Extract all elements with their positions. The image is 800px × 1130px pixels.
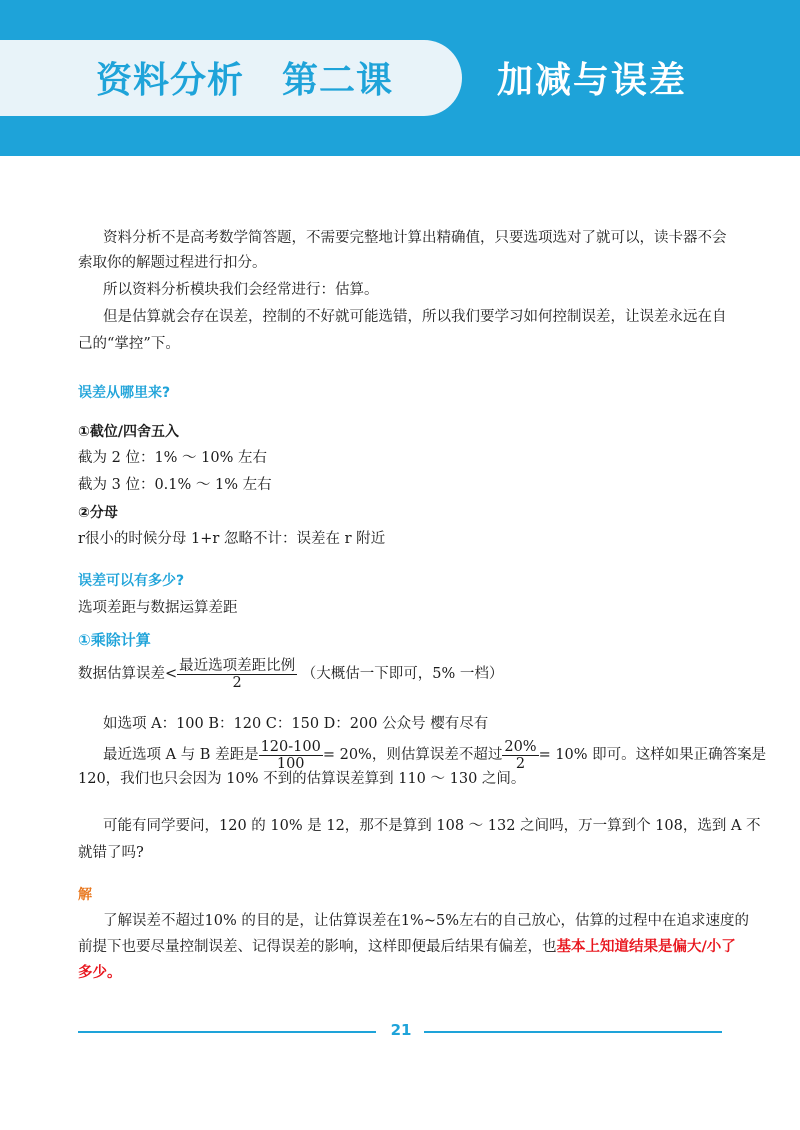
method-title-multiply-divide: ①乘除计算 <box>78 631 151 649</box>
footer-rule-right <box>424 1031 722 1033</box>
question-line-1: 可能有同学要问，120 的 10% 是 12，那不是算到 108 ～ 132 之间吗，万一算到个 108，选到 A 不 <box>103 818 761 834</box>
example-line-1 <box>103 737 766 773</box>
denominator-line-1: r很小的时候分母 1+r 忽略不计：误差在 r 附近 <box>78 531 386 547</box>
intro-paragraph-1-line-1: 资料分析不是高考数学简答题，不需要完整地计算出精确值，只要选项选对了就可以，读卡器不会 <box>103 230 727 246</box>
item-title-denominator: ②分母 <box>78 505 118 521</box>
example-text-b: = 20%，则估算误差不超过 <box>322 747 503 763</box>
intro-paragraph-3-line-1: 但是估算就会存在误差，控制的不好就可能选错，所以我们要学习如何控制误差，让误差永远在自 <box>103 309 727 325</box>
header-banner <box>0 0 800 156</box>
section-subtitle: 选项差距与数据运算差距 <box>78 600 238 616</box>
formula-numerator: 最近选项差距比例 <box>179 657 296 674</box>
header-subject: 资料分析 <box>96 60 245 101</box>
footer-rule-left <box>78 1031 376 1033</box>
example-fraction-1-den: 100 <box>276 755 305 772</box>
formula-line <box>78 656 503 692</box>
answer-line-2-text: 前提下也要尽量控制误差、记得误差的影响，这样即便最后结果有偏差，也 <box>78 939 557 955</box>
formula-denominator: 2 <box>232 674 242 691</box>
example-fraction-1-num: 120-100 <box>260 738 321 755</box>
question-line-2: 就错了吗? <box>78 845 144 861</box>
section-title-error-amount: 误差可以有多少? <box>78 573 185 589</box>
answer-line-2 <box>78 937 736 957</box>
answer-line-1: 了解误差不超过10% 的目的是，让估算误差在1%~5%左右的自己放心，估算的过程中在追求速度的 <box>103 913 749 929</box>
page-number: 21 <box>390 1021 412 1039</box>
example-text-c: = 10% 即可。这样如果正确答案是 <box>538 747 767 763</box>
intro-paragraph-3-line-2: 己的“掌控”下。 <box>78 336 180 352</box>
formula-prefix: 数据估算误差< <box>78 666 178 682</box>
example-fraction-2-num: 20% <box>504 738 537 755</box>
intro-paragraph-1-line-2: 索取你的解题过程进行扣分。 <box>78 255 267 271</box>
section-title-error-source: 误差从哪里来? <box>78 385 171 401</box>
example-fraction-1 <box>259 739 323 772</box>
answer-label: 解 <box>78 887 92 903</box>
formula-fraction <box>177 658 297 691</box>
example-text-a: 最近选项 A 与 B 差距是 <box>103 747 259 763</box>
truncation-line-2: 截为 3 位：0.1% ～ 1% 左右 <box>78 477 272 493</box>
example-fraction-2 <box>502 739 538 772</box>
answer-line-3: 多少。 <box>78 965 122 981</box>
answer-highlight: 基本上知道结果是偏大/小了 <box>556 939 736 955</box>
truncation-line-1: 截为 2 位：1% ～ 10% 左右 <box>78 450 268 466</box>
item-title-truncation: ①截位/四舍五入 <box>78 424 179 440</box>
header-lesson: 第二课 <box>282 60 394 101</box>
example-options: 如选项 A：100 B：120 C：150 D：200 公众号 樱有尽有 <box>103 716 489 732</box>
example-fraction-2-den: 2 <box>515 755 526 772</box>
example-line-2: 120，我们也只会因为 10% 不到的估算误差算到 110 ～ 130 之间。 <box>78 771 526 787</box>
formula-note: （大概估一下即可，5% 一档） <box>301 666 504 682</box>
header-topic: 加减与误差 <box>497 60 688 101</box>
header-subject-lesson <box>96 52 393 103</box>
intro-paragraph-2: 所以资料分析模块我们会经常进行：估算。 <box>103 282 379 298</box>
